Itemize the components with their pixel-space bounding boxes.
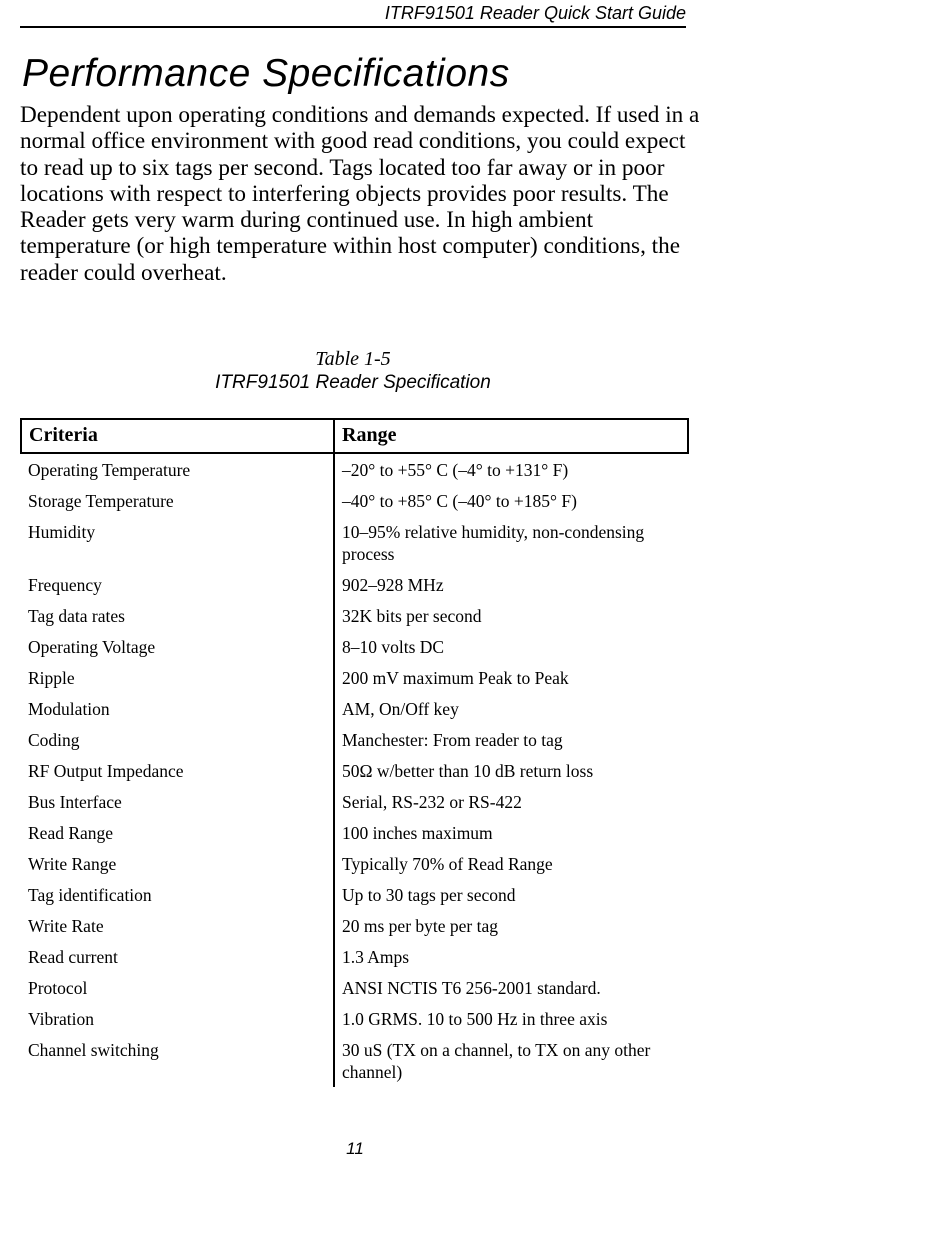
table-row — [21, 1003, 688, 1034]
table-caption-number: Table 1-5 — [315, 348, 391, 370]
table-row — [21, 724, 688, 755]
table-row — [21, 631, 688, 662]
criteria-cell: Modulation — [28, 699, 110, 719]
range-cell: 20 ms per byte per tag — [334, 910, 688, 941]
range-cell: 30 uS (TX on a channel, to TX on any other channel) — [334, 1034, 688, 1087]
table-header-row — [21, 419, 688, 453]
criteria-cell: Ripple — [28, 668, 75, 688]
running-header: ITRF91501 Reader Quick Start Guide — [20, 2, 686, 28]
criteria-cell: Tag identification — [28, 885, 152, 905]
header-range: Range — [334, 419, 688, 453]
criteria-cell: Humidity — [28, 522, 96, 542]
table-row — [21, 910, 688, 941]
criteria-cell: Read current — [28, 947, 118, 967]
range-cell: 1.0 GRMS. 10 to 500 Hz in three axis — [334, 1003, 688, 1034]
table-row — [21, 1034, 688, 1087]
table-row — [21, 569, 688, 600]
criteria-cell: RF Output Impedance — [28, 761, 184, 781]
table-row — [21, 693, 688, 724]
criteria-cell: Protocol — [28, 978, 88, 998]
criteria-cell: Operating Voltage — [28, 637, 156, 657]
range-cell: ANSI NCTIS T6 256-2001 standard. — [334, 972, 688, 1003]
criteria-cell: Operating Temperature — [28, 460, 191, 480]
table-row — [21, 972, 688, 1003]
range-cell: 1.3 Amps — [334, 941, 688, 972]
table-row — [21, 485, 688, 516]
criteria-cell: Write Range — [28, 854, 117, 874]
table-row — [21, 453, 688, 485]
page-number: 11 — [346, 1139, 364, 1158]
range-cell: Typically 70% of Read Range — [334, 848, 688, 879]
page-title: Performance Specifications — [22, 52, 510, 95]
criteria-cell: Vibration — [28, 1009, 95, 1029]
header-criteria: Criteria — [21, 419, 334, 453]
table-caption — [20, 347, 686, 395]
criteria-cell: Storage Temperature — [28, 491, 174, 511]
range-cell: –40° to +85° C (–40° to +185° F) — [334, 485, 688, 516]
criteria-cell: Tag data rates — [28, 606, 125, 626]
table-row — [21, 662, 688, 693]
range-cell: 8–10 volts DC — [334, 631, 688, 662]
criteria-cell: Coding — [28, 730, 80, 750]
criteria-cell: Write Rate — [28, 916, 104, 936]
criteria-cell: Bus Interface — [28, 792, 122, 812]
range-cell: 10–95% relative humidity, non-condensing process — [334, 516, 688, 569]
intro-paragraph: Dependent upon operating conditions and demands expected. If used in a normal office environment with good read conditions, you could expect to read up to six tags per second. Tags located too far away or in poor locations with respect to interfering objects provides poor results. The Reader gets very warm during continued use. In high ambient temperature (or high temperature within host computer) conditions, the reader could overheat. — [20, 102, 700, 286]
range-cell: Manchester: From reader to tag — [334, 724, 688, 755]
criteria-cell: Frequency — [28, 575, 102, 595]
range-cell: AM, On/Off key — [334, 693, 688, 724]
range-cell: 100 inches maximum — [334, 817, 688, 848]
range-cell: 50Ω w/better than 10 dB return loss — [334, 755, 688, 786]
range-cell: Up to 30 tags per second — [334, 879, 688, 910]
range-cell: –20° to +55° C (–4° to +131° F) — [334, 453, 688, 485]
table-caption-title: ITRF91501 Reader Specification — [215, 372, 491, 393]
specification-table — [20, 418, 689, 1087]
range-cell: 32K bits per second — [334, 600, 688, 631]
range-cell: 902–928 MHz — [334, 569, 688, 600]
range-cell: Serial, RS-232 or RS-422 — [334, 786, 688, 817]
table-row — [21, 817, 688, 848]
criteria-cell: Read Range — [28, 823, 114, 843]
table-row — [21, 848, 688, 879]
table-row — [21, 786, 688, 817]
table-row — [21, 600, 688, 631]
table-row — [21, 755, 688, 786]
table-row — [21, 879, 688, 910]
range-cell: 200 mV maximum Peak to Peak — [334, 662, 688, 693]
table-row — [21, 516, 688, 569]
criteria-cell: Channel switching — [28, 1040, 159, 1060]
table-row — [21, 941, 688, 972]
